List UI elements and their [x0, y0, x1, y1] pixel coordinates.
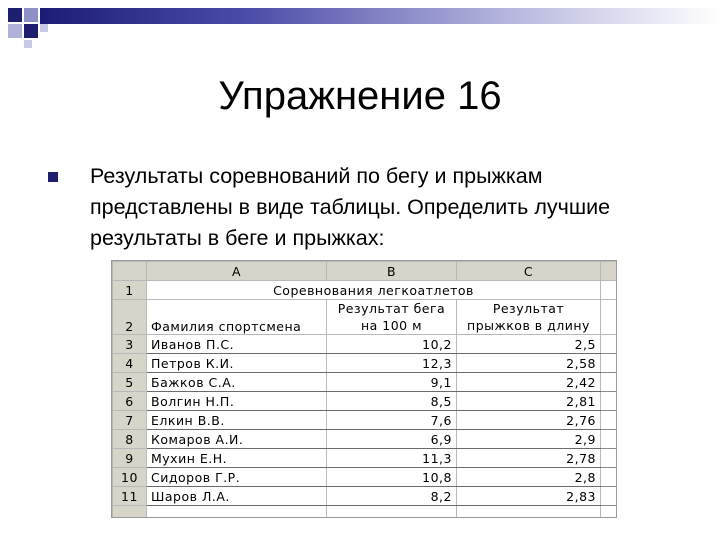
- header-run-line2: на 100 м: [360, 318, 423, 333]
- bullet-text: Результаты соревнований по бегу и прыжкам представлены в виде таблицы. Определить лучшие результаты в беге и прыжках:: [90, 164, 611, 250]
- row-number[interactable]: 8: [113, 430, 147, 449]
- name-cell[interactable]: Бажков С.А.: [147, 373, 327, 392]
- corner-square-3: [8, 24, 22, 38]
- name-cell[interactable]: Иванов П.С.: [147, 335, 327, 354]
- table-row: [113, 373, 617, 392]
- name-cell[interactable]: Сидоров Г.Р.: [147, 468, 327, 487]
- bullet-square-icon: [48, 172, 58, 182]
- row-number[interactable]: 5: [113, 373, 147, 392]
- run-result-cell[interactable]: 7,6: [327, 411, 457, 430]
- empty-cell[interactable]: [147, 506, 327, 519]
- column-header-c[interactable]: C: [457, 262, 601, 281]
- empty-cell[interactable]: [601, 487, 617, 506]
- column-header-a[interactable]: A: [147, 262, 327, 281]
- empty-cell[interactable]: [601, 300, 617, 335]
- name-cell[interactable]: Шаров Л.А.: [147, 487, 327, 506]
- run-result-cell[interactable]: 6,9: [327, 430, 457, 449]
- header-name-cell[interactable]: Фамилия спортсмена: [147, 300, 327, 335]
- row-number[interactable]: 4: [113, 354, 147, 373]
- run-result-cell[interactable]: 8,5: [327, 392, 457, 411]
- empty-cell[interactable]: [601, 392, 617, 411]
- table-row: [113, 300, 617, 335]
- column-header-row: [113, 262, 617, 281]
- empty-cell[interactable]: [601, 468, 617, 487]
- run-result-cell[interactable]: 10,8: [327, 468, 457, 487]
- table-row: [113, 449, 617, 468]
- row-number[interactable]: 11: [113, 487, 147, 506]
- slide-title: Упражнение 16: [218, 74, 502, 118]
- name-cell[interactable]: Мухин Е.Н.: [147, 449, 327, 468]
- table-row: [113, 430, 617, 449]
- spreadsheet-table: [112, 261, 617, 518]
- empty-cell[interactable]: [601, 506, 617, 519]
- empty-cell[interactable]: [601, 335, 617, 354]
- jump-result-cell[interactable]: 2,8: [457, 468, 601, 487]
- column-header-b[interactable]: B: [327, 262, 457, 281]
- corner-square-2: [24, 8, 38, 22]
- jump-result-cell[interactable]: 2,9: [457, 430, 601, 449]
- data-rows: [113, 335, 617, 506]
- row-number[interactable]: 3: [113, 335, 147, 354]
- table-row: [113, 468, 617, 487]
- run-result-cell[interactable]: 9,1: [327, 373, 457, 392]
- row-number[interactable]: 6: [113, 392, 147, 411]
- table-row: [113, 392, 617, 411]
- row-number[interactable]: 1: [113, 281, 147, 300]
- row-number[interactable]: 7: [113, 411, 147, 430]
- row-number[interactable]: 9: [113, 449, 147, 468]
- empty-cell[interactable]: [601, 449, 617, 468]
- empty-cell[interactable]: [601, 411, 617, 430]
- header-jump-line1: Результат: [492, 301, 565, 316]
- name-cell[interactable]: Волгин Н.П.: [147, 392, 327, 411]
- header-jump-cell[interactable]: [457, 300, 601, 335]
- corner-square-5: [40, 24, 48, 32]
- spreadsheet: [111, 260, 617, 518]
- table-row: [113, 411, 617, 430]
- header-gradient-bar: [40, 8, 720, 24]
- name-cell[interactable]: Петров К.И.: [147, 354, 327, 373]
- name-cell[interactable]: Елкин В.В.: [147, 411, 327, 430]
- header-run-line1: Результат бега: [337, 301, 446, 316]
- corner-square-1: [8, 8, 22, 22]
- jump-result-cell[interactable]: 2,78: [457, 449, 601, 468]
- row-number[interactable]: 10: [113, 468, 147, 487]
- empty-cell[interactable]: [601, 373, 617, 392]
- run-result-cell[interactable]: 10,2: [327, 335, 457, 354]
- corner-square-6: [24, 40, 32, 48]
- row-number[interactable]: 2: [113, 300, 147, 335]
- table-row: [113, 354, 617, 373]
- jump-result-cell[interactable]: 2,76: [457, 411, 601, 430]
- table-row: [113, 335, 617, 354]
- jump-result-cell[interactable]: 2,5: [457, 335, 601, 354]
- empty-cell[interactable]: [327, 506, 457, 519]
- corner-square-4: [24, 24, 38, 38]
- header-jump-line2: прыжков в длину: [467, 318, 590, 333]
- jump-result-cell[interactable]: 2,83: [457, 487, 601, 506]
- empty-cell[interactable]: [601, 281, 617, 300]
- empty-cell[interactable]: [601, 354, 617, 373]
- empty-cell[interactable]: [601, 430, 617, 449]
- table-title-cell[interactable]: Соревнования легкоатлетов: [147, 281, 601, 300]
- table-row: [113, 487, 617, 506]
- jump-result-cell[interactable]: 2,58: [457, 354, 601, 373]
- name-cell[interactable]: Комаров А.И.: [147, 430, 327, 449]
- empty-cell[interactable]: [457, 506, 601, 519]
- column-header-d[interactable]: [601, 262, 617, 281]
- table-row: [113, 281, 617, 300]
- run-result-cell[interactable]: 11,3: [327, 449, 457, 468]
- table-row: [113, 506, 617, 519]
- select-all-corner[interactable]: [113, 262, 147, 281]
- header-run-cell[interactable]: [327, 300, 457, 335]
- run-result-cell[interactable]: 8,2: [327, 487, 457, 506]
- jump-result-cell[interactable]: 2,42: [457, 373, 601, 392]
- run-result-cell[interactable]: 12,3: [327, 354, 457, 373]
- row-number[interactable]: [113, 506, 147, 519]
- jump-result-cell[interactable]: 2,81: [457, 392, 601, 411]
